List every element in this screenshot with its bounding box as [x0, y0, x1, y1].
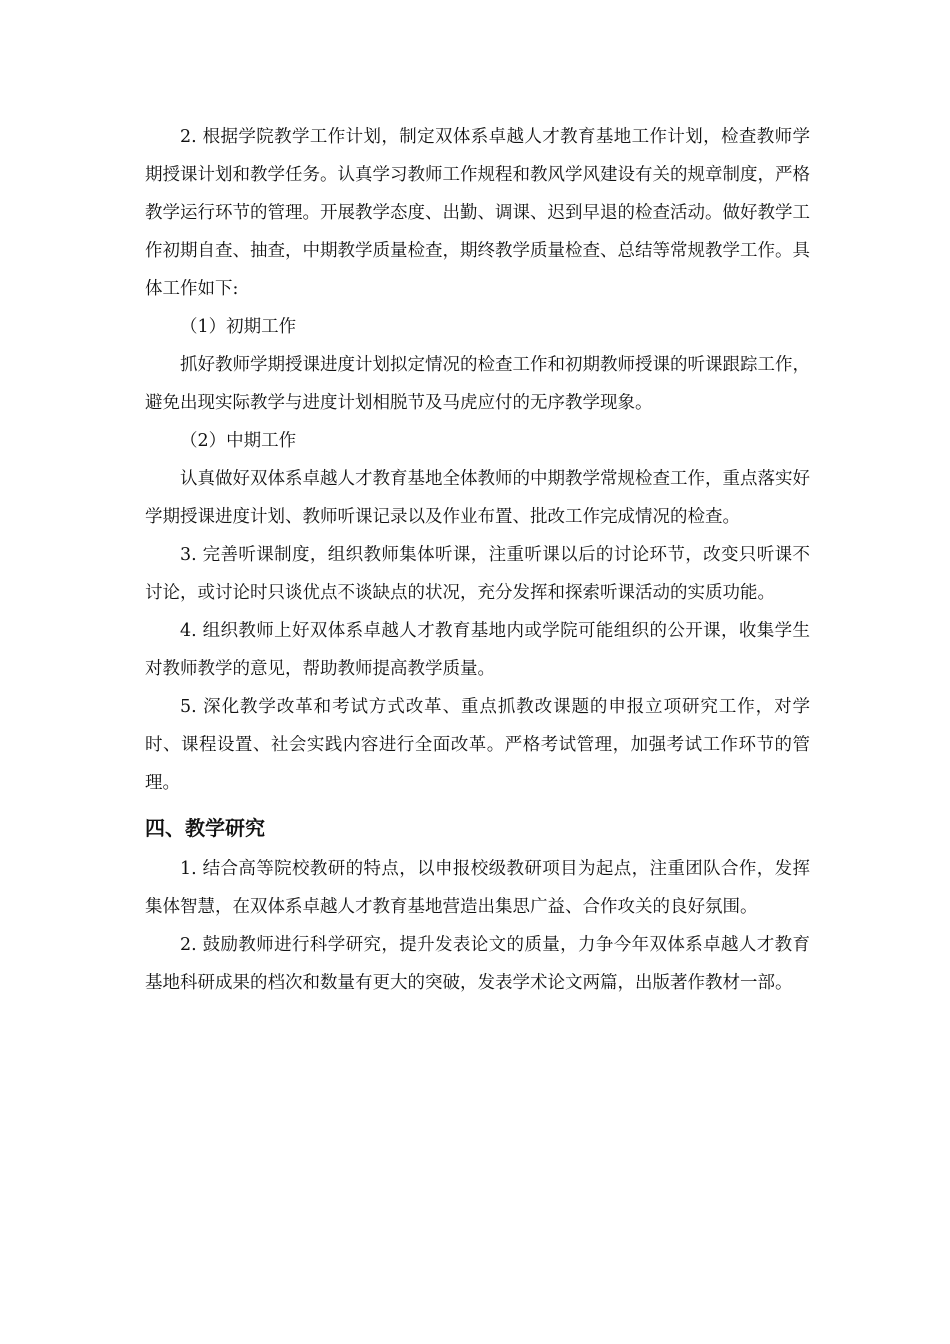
paragraph-research-item-2: 2. 鼓励教师进行科学研究，提升发表论文的质量，力争今年双体系卓越人才教育基地科研成果的档次和数量有更大的突破，发表学术论文两篇，出版著作教材一部。: [145, 935, 810, 993]
paragraph-item-4: 4. 组织教师上好双体系卓越人才教育基地内或学院可能组织的公开课，收集学生对教师教学的意见，帮助教师提高教学质量。: [145, 621, 810, 679]
paragraph-research-item-1: 1. 结合高等院校教研的特点，以申报校级教研项目为起点，注重团队合作，发挥集体智慧，在双体系卓越人才教育基地营造出集思广益、合作攻关的良好氛围。: [145, 859, 810, 917]
section-heading-teaching-research: 四、教学研究: [145, 816, 265, 840]
paragraph-item-5: 5. 深化教学改革和考试方式改革、重点抓教改课题的申报立项研究工作，对学时、课程设置、社会实践内容进行全面改革。严格考试管理，加强考试工作环节的管理。: [145, 697, 810, 793]
paragraph-midterm-work: 认真做好双体系卓越人才教育基地全体教师的中期教学常规检查工作，重点落实好学期授课进度计划、教师听课记录以及作业布置、批改工作完成情况的检查。: [145, 469, 810, 527]
paragraph-item-3: 3. 完善听课制度，组织教师集体听课，注重听课以后的讨论环节，改变只听课不讨论，或讨论时只谈优点不谈缺点的状况，充分发挥和探索听课活动的实质功能。: [145, 545, 810, 603]
subheading-initial-work: （1）初期工作: [180, 317, 297, 337]
subheading-midterm-work: （2）中期工作: [180, 431, 297, 451]
paragraph-initial-work: 抓好教师学期授课进度计划拟定情况的检查工作和初期教师授课的听课跟踪工作，避免出现实际教学与进度计划相脱节及马虎应付的无序教学现象。: [145, 355, 810, 413]
paragraph-teaching-plan: 2. 根据学院教学工作计划，制定双体系卓越人才教育基地工作计划，检查教师学期授课计划和教学任务。认真学习教师工作规程和教风学风建设有关的规章制度，严格教学运行环节的管理。开展教学态度、出勤、调课、迟到早退的检查活动。做好教学工作初期自查、抽查，中期教学质量检查，期终教学质量检查、总结等常规教学工作。具体工作如下:: [145, 127, 810, 299]
document-body: [145, 118, 810, 1002]
